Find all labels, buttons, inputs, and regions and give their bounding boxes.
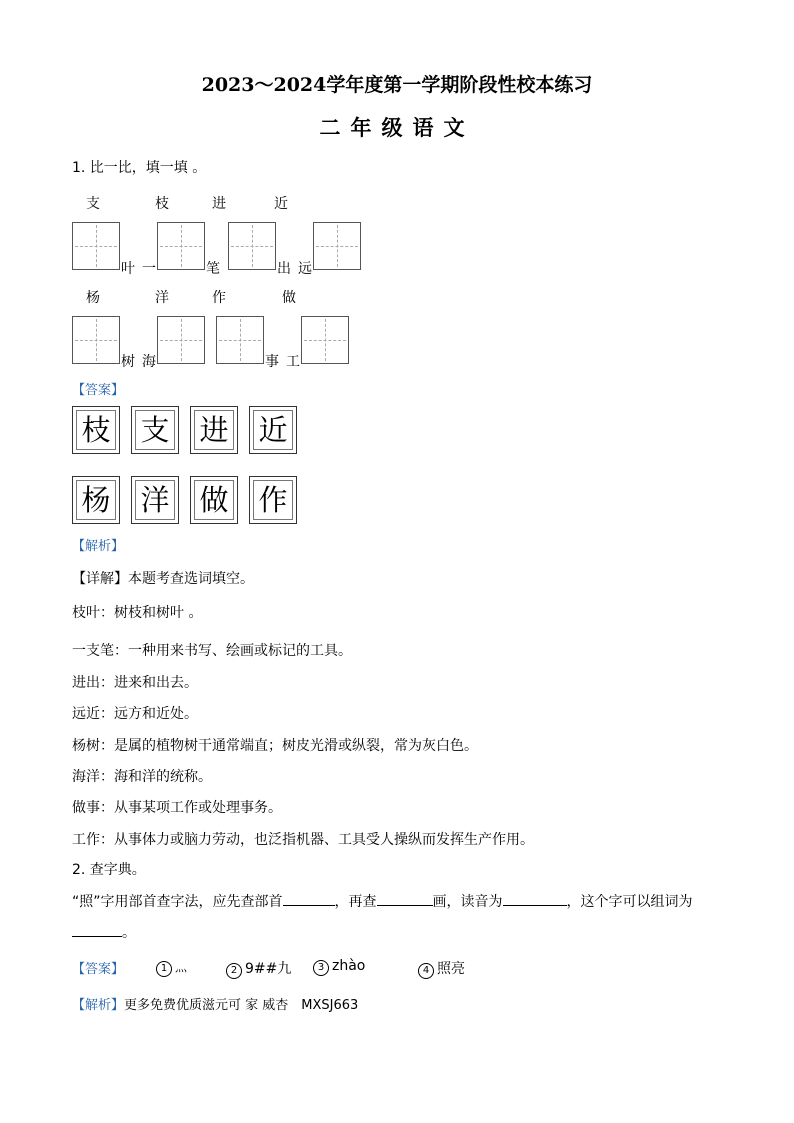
- q1-row2-prefix: 工: [286, 354, 300, 370]
- page-subtitle: 二年级语文: [319, 115, 475, 140]
- explanation-line: 工作：从事体力或脑力劳动，也泛指机器、工具受人操纵而发挥生产作用。: [72, 832, 534, 848]
- q1-row1-label: 近: [274, 196, 288, 212]
- answer-tag: 【答案】: [72, 383, 125, 398]
- answer-text: zhào: [332, 958, 366, 974]
- answer-char: 近: [258, 413, 288, 447]
- q1-row1-suffix: 出: [277, 261, 291, 277]
- page-title: 2023～2024学年度第一学期阶段性校本练习: [201, 74, 593, 96]
- circled-number: 1: [156, 961, 172, 977]
- q2-answer-3: [313, 958, 365, 976]
- answer-char: 做: [199, 483, 229, 517]
- writing-box[interactable]: [157, 222, 205, 270]
- q1-row2-label: 杨: [86, 290, 100, 306]
- q1-row2-label: 做: [282, 290, 296, 306]
- analysis-tag: 【解析】: [72, 998, 125, 1013]
- circled-number: 3: [313, 960, 329, 976]
- explanation-line: 海洋：海和洋的统称。: [72, 769, 212, 785]
- answer-char-box: [72, 406, 120, 454]
- answer-char: 作: [258, 483, 288, 517]
- answer-char: 杨: [81, 483, 111, 517]
- explanation-line: 远近：远方和近处。: [72, 706, 198, 722]
- blank-strokes[interactable]: [377, 891, 433, 906]
- q2-prompt: 2. 查字典。: [72, 862, 146, 878]
- answer-char-box: [131, 476, 179, 524]
- writing-box[interactable]: [228, 222, 276, 270]
- q2-analysis-line: [72, 994, 358, 1013]
- explanation-line: 杨树：是属的植物树干通常端直；树皮光滑或纵裂，常为灰白色。: [72, 738, 478, 754]
- answer-char-box: [131, 406, 179, 454]
- q2-question-line2: [72, 922, 136, 942]
- answer-char-box: [249, 476, 297, 524]
- q1-prompt: 1. 比一比，填一填 。: [72, 160, 207, 176]
- q1-row2-prefix: 海: [142, 354, 156, 370]
- analysis-tag: 【解析】: [72, 539, 125, 554]
- writing-box[interactable]: [216, 316, 264, 364]
- q1-row2-suffix: 树: [121, 354, 135, 370]
- answer-char: 洋: [140, 483, 170, 517]
- q1-row1-prefix: 远: [298, 261, 312, 277]
- blank-word[interactable]: [72, 922, 122, 937]
- q1-row1-label: 枝: [155, 196, 169, 212]
- q2-answer-2: [226, 958, 291, 979]
- blank-pinyin[interactable]: [503, 891, 567, 906]
- answer-char-box: [190, 406, 238, 454]
- q1-row1-suffix: 叶: [121, 261, 135, 277]
- q1-row2-label: 洋: [155, 290, 169, 306]
- writing-box[interactable]: [301, 316, 349, 364]
- q2-answer-4: [418, 958, 465, 979]
- q1-row1-prefix: 一: [142, 261, 156, 277]
- writing-box[interactable]: [157, 316, 205, 364]
- q2-text: “照”字用部首查字法，应先查部首: [72, 894, 283, 910]
- q2-answer-1: [156, 958, 187, 977]
- q2-text: ，再查: [334, 894, 377, 910]
- q1-row1-label: 支: [86, 196, 100, 212]
- writing-box[interactable]: [72, 222, 120, 270]
- q2-text: ，这个字可以组词为: [566, 894, 693, 910]
- answer-text: 照亮: [437, 961, 465, 977]
- q2-text: 画，读音为: [432, 894, 503, 910]
- q1-row1-suffix: 笔: [206, 261, 220, 277]
- explanation-line: 进出：进来和出去。: [72, 675, 198, 691]
- answer-text: 9##九: [245, 961, 292, 977]
- q2-question-line: [72, 891, 693, 911]
- q1-row2-suffix: 事: [265, 354, 279, 370]
- analysis-text: 更多免费优质滋元可 家 威杏 MXSJ663: [124, 998, 359, 1013]
- q2-text: 。: [122, 925, 136, 941]
- answer-char: 枝: [81, 413, 111, 447]
- answer-char: 进: [199, 413, 229, 447]
- circled-number: 4: [418, 963, 434, 979]
- q1-row2-label: 作: [212, 290, 226, 306]
- explanation-line: 一支笔：一种用来书写、绘画或标记的工具。: [72, 643, 352, 659]
- writing-box[interactable]: [72, 316, 120, 364]
- blank-radical[interactable]: [283, 891, 335, 906]
- answer-text: 灬: [175, 960, 188, 974]
- answer-char: 支: [140, 413, 170, 447]
- answer-char-box: [190, 476, 238, 524]
- explanation-line: 【详解】本题考查选词填空。: [72, 571, 254, 587]
- answer-char-box: [72, 476, 120, 524]
- writing-box[interactable]: [313, 222, 361, 270]
- answer-tag: 【答案】: [72, 962, 125, 977]
- explanation-line: 枝叶：树枝和树叶 。: [72, 605, 203, 621]
- q1-row1-label: 进: [212, 196, 226, 212]
- answer-char-box: [249, 406, 297, 454]
- explanation-line: 做事：从事某项工作或处理事务。: [72, 800, 282, 816]
- circled-number: 2: [226, 963, 242, 979]
